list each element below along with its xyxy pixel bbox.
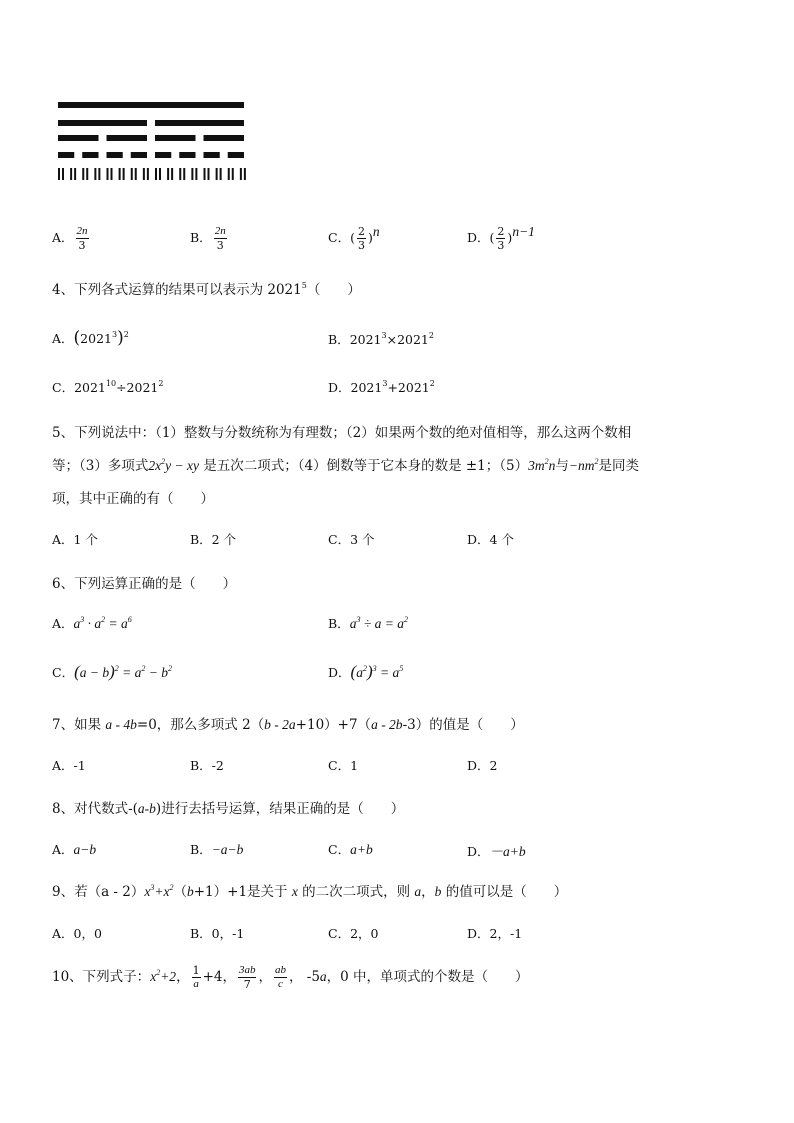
q8-option-a[interactable]: A．a−b [52,842,97,857]
figure-segment [220,168,222,180]
q8-option-d[interactable]: D．－a+b [467,844,526,859]
q7-option-a[interactable]: A．-1 [52,758,86,773]
figure-segment [58,135,99,141]
q3-option-d[interactable]: D．( $\frac{2}{3}$ )$^{n-1}$ [467,224,535,252]
q4-option-d[interactable]: D．$2021^3+2021^2$ [328,379,435,395]
q9-option-c[interactable]: C．2，0 [328,926,379,941]
q9-option-b[interactable]: B．0，-1 [190,926,245,941]
q7-option-d[interactable]: D．2 [467,758,498,773]
q5-option-c[interactable]: C．3 个 [328,532,375,547]
q7-option-c[interactable]: C．1 [328,758,359,773]
figure-segment [204,168,206,180]
figure-segment [155,168,157,180]
figure-segment [204,152,220,158]
q6-option-a[interactable]: A．$a^3 \cdot a^2 = a^6$ [52,615,132,631]
figure-segment [58,120,147,126]
q3-option-b[interactable]: B． $\frac{2n}{3}$ [190,225,226,252]
q7-stem: 7、如果 a - 4b=0，那么多项式 2（b - 2a+10）+7（a - 2b-3）的值是（ ） [52,717,524,733]
q4-option-b[interactable]: B．$2021^3\times 2021^2$ [328,331,434,347]
q6-option-c[interactable]: C．$(a - b)^2 = a^2 - b^2$ [52,662,173,681]
figure-segment [155,152,171,158]
figure-segment [179,168,181,180]
figure-segment [191,168,193,180]
figure-segment [58,152,74,158]
q5-stem-line1: 5、下列说法中：（1）整数与分数统称为有理数；（2）如果两个数的绝对值相等，那么这两个数相 [52,425,632,441]
q10-stem: 10、下列式子：$x^2+2$， $\frac{1}{a}$ +4， $\frac{3ab}{7}$ ， $\frac{ab}{c}$ ， -5a，0 中，单项式的个数是（ ） [52,964,529,991]
q7-option-b[interactable]: B．-2 [190,758,224,773]
q6-option-b[interactable]: B．$a^3 \div a = a^2$ [328,615,408,631]
halving-bars-figure [58,100,248,200]
figure-segment [159,168,161,180]
q5-option-b[interactable]: B．2 个 [190,532,237,547]
figure-segment [74,168,76,180]
figure-segment [119,168,121,180]
figure-segment [107,152,123,158]
q8-option-b[interactable]: B．−a−b [190,842,244,857]
figure-segment [107,135,148,141]
q9-option-d[interactable]: D．2，-1 [467,926,523,941]
q8-stem: 8、对代数式-(a-b)进行去括号运算，结果正确的是（ ） [52,801,405,817]
figure-segment [94,168,96,180]
q3-option-a[interactable]: A． $\frac{2n}{3}$ [52,225,88,252]
figure-segment [228,152,244,158]
figure-segment [86,168,88,180]
q4-option-c[interactable]: C．$2021^{10}\div 2021^2$ [52,379,164,395]
figure-segment [147,168,149,180]
figure-segment [240,168,242,180]
figure-segment [82,168,84,180]
q4-stem: 4、下列各式运算的结果可以表示为 2021$^5$（ ） [52,281,361,298]
q5-option-d[interactable]: D．4 个 [467,532,514,547]
figure-segment [143,168,145,180]
figure-segment [244,168,246,180]
figure-segment [208,168,210,180]
figure-segment [171,168,173,180]
figure-segment [155,135,196,141]
figure-segment [183,168,185,180]
figure-segment [167,168,169,180]
figure-segment [131,152,147,158]
q6-option-d[interactable]: D．$(a^2)^3 = a^5$ [328,662,404,681]
figure-segment [195,168,197,180]
figure-segment [135,168,137,180]
figure-segment [232,168,234,180]
q9-stem: 9、若$(a - 2)x^3+x^2(b+1)+1$是关于 x 的二次二项式，则 a，b 的值可以是（ ） [52,883,568,900]
figure-segment [179,152,195,158]
figure-segment [131,168,133,180]
figure-segment [228,168,230,180]
q9-option-a[interactable]: A．0，0 [52,926,102,941]
figure-segment [70,168,72,180]
q6-stem: 6、下列运算正确的是（ ） [52,576,237,592]
q5-stem-line3: 项，其中正确的有（ ） [52,491,214,507]
figure-segment [98,168,100,180]
q8-option-c[interactable]: C．a+b [328,842,373,857]
figure-segment [58,102,244,108]
q3-option-c[interactable]: C．( $\frac{2}{3}$ )$^n$ [328,224,380,252]
figure-segment [107,168,109,180]
q4-option-a[interactable]: A．$(2021^3)^2$ [52,328,129,348]
figure-segment [58,168,60,180]
figure-segment [82,152,98,158]
figure-segment [123,168,125,180]
q5-option-a[interactable]: A．1 个 [52,532,98,547]
figure-segment [216,168,218,180]
figure-segment [204,135,245,141]
q5-stem-line2: 等；（3）多项式$2x^2y$ − xy 是五次二项式；（4）倒数等于它本身的数是 ±1；$(5)3m^2n$与$-nm^2$是同类 [52,457,639,474]
figure-segment [111,168,113,180]
figure-segment [62,168,64,180]
figure-segment [155,120,244,126]
